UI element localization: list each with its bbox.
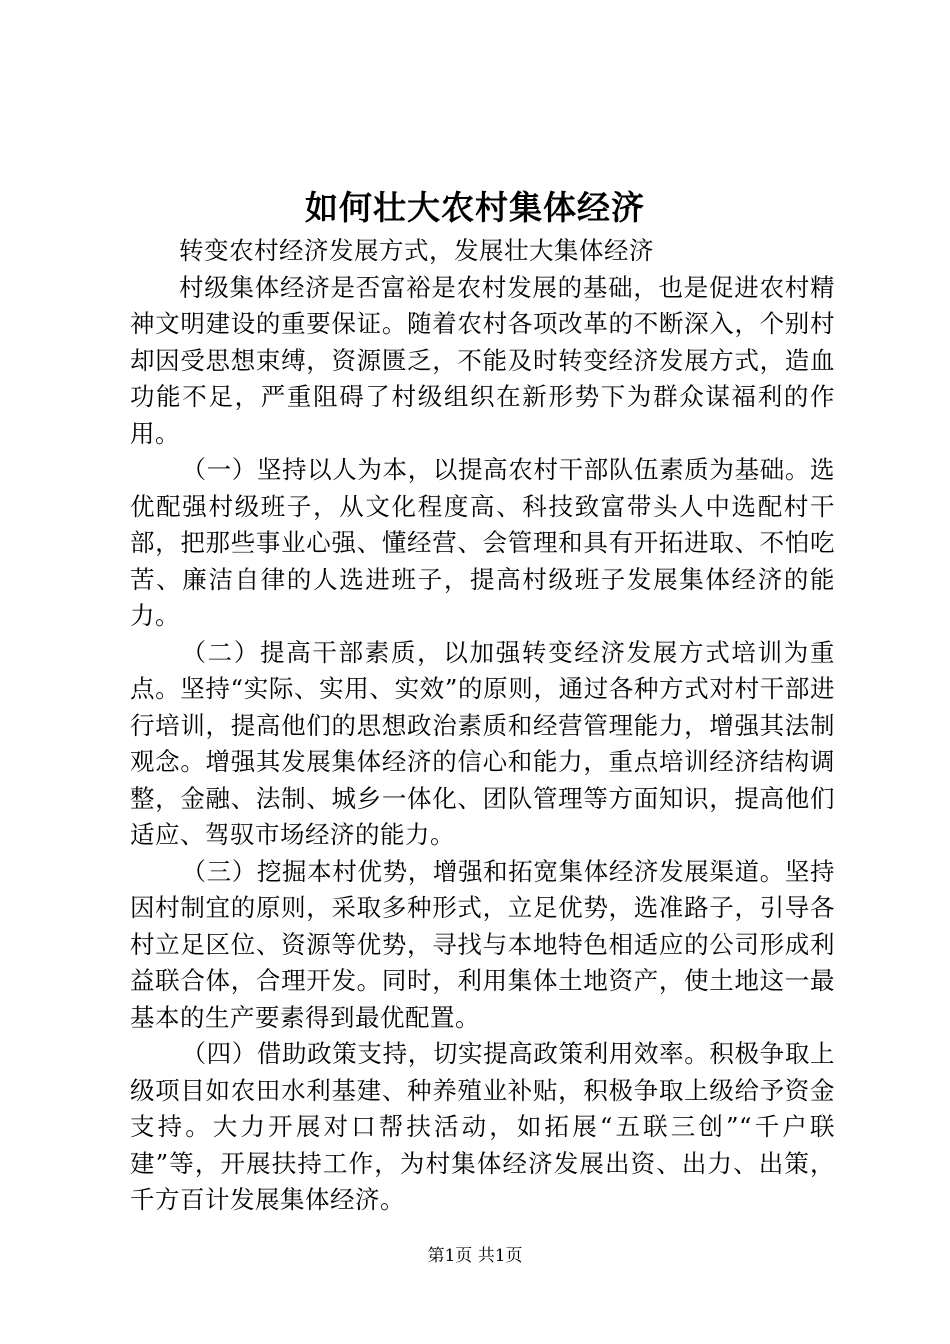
paragraph-section-3: （三）挖掘本村优势，增强和拓宽集体经济发展渠道。坚持因村制宜的原则，采取多种形式，立足优势，选准路子，引导各村立足区位、资源等优势，寻找与本地特色相适应的公司形成利益联合体，合理开发。同时，利用集体土地资产，使土地这一最基本的生产要素得到最优配置。 <box>130 856 835 1032</box>
paragraph-section-4: （四）借助政策支持，切实提高政策利用效率。积极争取上级项目如农田水利基建、种养殖业补贴，积极争取上级给予资金支持。大力开展对口帮扶活动，如拓展“五联三创”“千户联建”等，开展扶持工作，为村集体经济发展出资、出力、出策，千方百计发展集体经济。 <box>130 1039 835 1214</box>
document-title: 如何壮大农村集体经济 <box>305 188 645 227</box>
paragraph-section-1: （一）坚持以人为本，以提高农村干部队伍素质为基础。选优配强村级班子，从文化程度高、科技致富带头人中选配村干部，把那些事业心强、懂经营、会管理和具有开拓进取、不怕吃苦、廉洁自律的人选进班子，提高村级班子发展集体经济的能力。 <box>130 455 835 630</box>
document-body <box>130 233 835 1219</box>
page-footer: 第1页 共1页 <box>427 1246 523 1266</box>
paragraph-intro: 村级集体经济是否富裕是农村发展的基础，也是促进农村精神文明建设的重要保证。随着农村各项改革的不断深入，个别村却因受思想束缚，资源匮乏，不能及时转变经济发展方式，造血功能不足，严重阻碍了村级组织在新形势下为群众谋福利的作用。 <box>130 272 835 448</box>
paragraph-section-2: （二）提高干部素质，以加强转变经济发展方式培训为重点。坚持“实际、实用、实效”的原则，通过各种方式对村干部进行培训，提高他们的思想政治素质和经营管理能力，增强其法制观念。增强其发展集体经济的信心和能力，重点培训经济结构调整，金融、法制、城乡一体化、团队管理等方面知识，提高他们适应、驾驭市场经济的能力。 <box>130 637 835 849</box>
document-subtitle: 转变农村经济发展方式，发展壮大集体经济 <box>179 236 654 265</box>
